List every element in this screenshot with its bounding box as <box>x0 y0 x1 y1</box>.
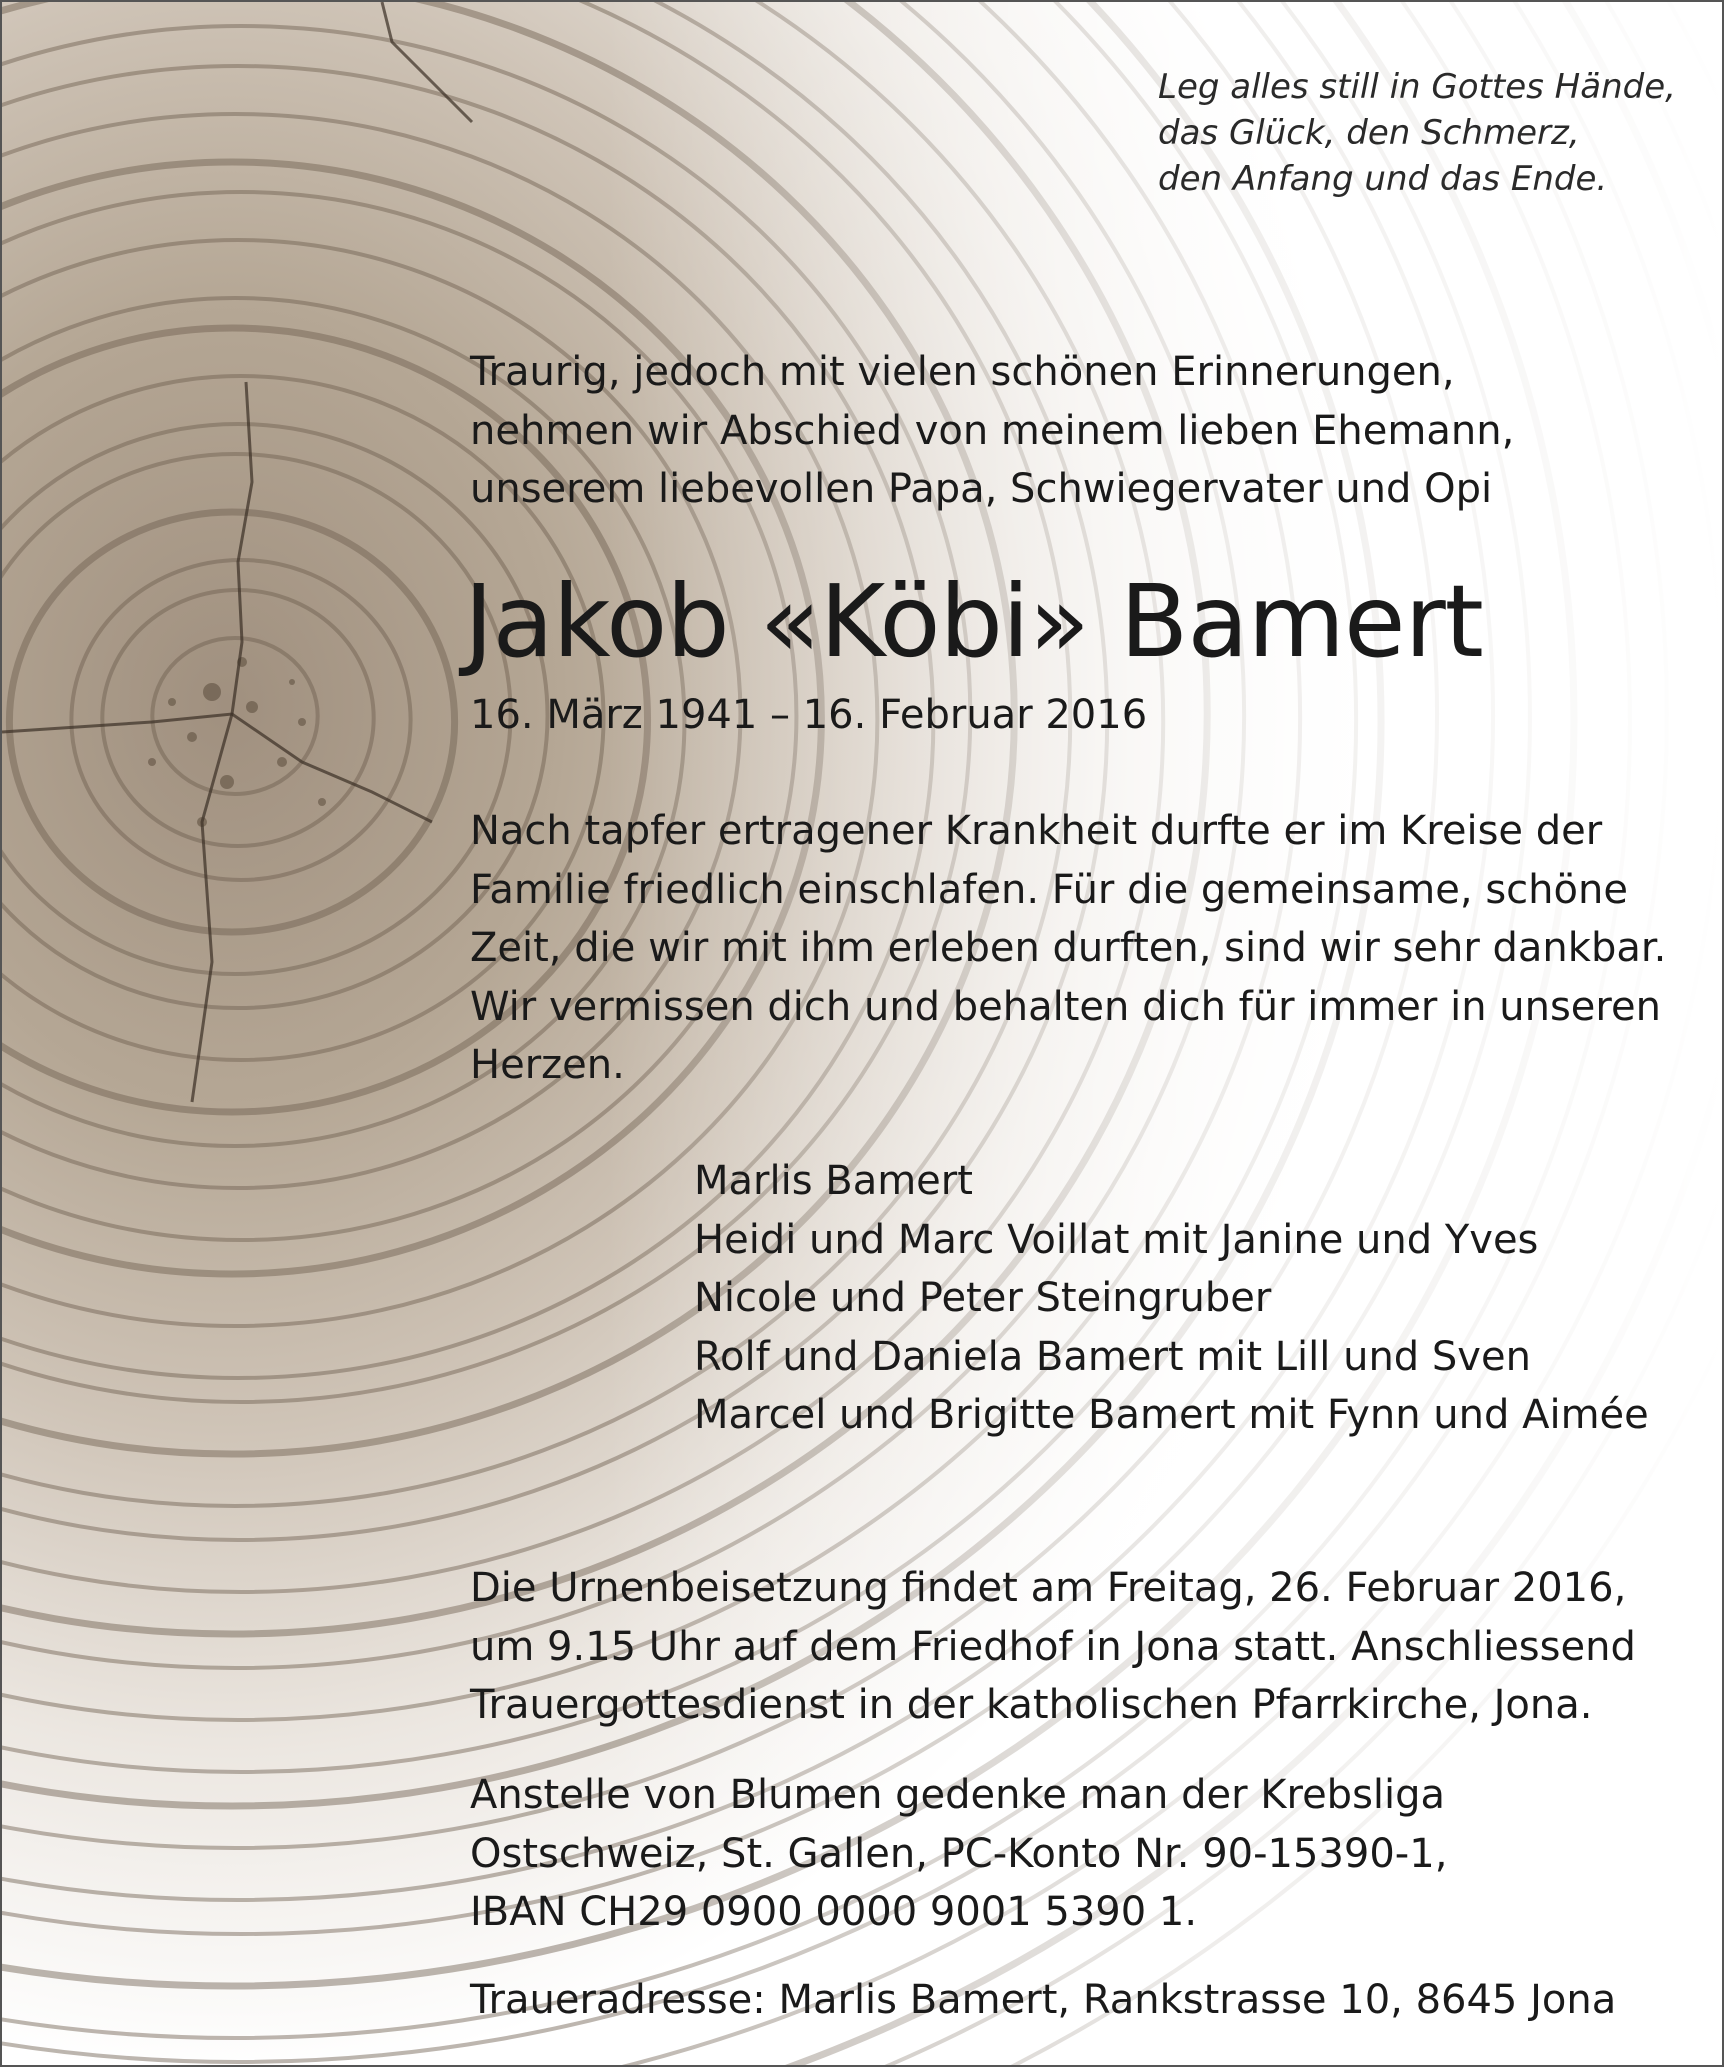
address-text: Traueradresse: Marlis Bamert, Rankstrasse 10, 8645 Jona <box>470 1977 1617 2023</box>
family-member: Marcel und Brigitte Bamert mit Fynn und Aimée <box>694 1392 1649 1438</box>
donation-info <box>470 1766 1447 1942</box>
message-line: Herzen. <box>470 1042 625 1088</box>
intro-line: nehmen wir Abschied von meinem lieben Ehemann, <box>470 407 1515 454</box>
funeral-service-info <box>470 1559 1636 1735</box>
message-line: Nach tapfer ertragener Krankheit durfte er im Kreise der <box>470 808 1603 854</box>
family-member: Rolf und Daniela Bamert mit Lill und Sven <box>694 1333 1531 1380</box>
donation-line: IBAN CH29 0900 0000 9001 5390 1. <box>470 1889 1198 1935</box>
life-dates <box>470 686 1147 745</box>
message-line: Familie friedlich einschlafen. Für die gemeinsame, schöne <box>470 866 1628 913</box>
deceased-name: Jakob «Köbi» Bamert <box>464 563 1483 680</box>
donation-line: Anstelle von Blumen gedenke man der Krebsliga <box>470 1772 1446 1818</box>
family-member: Marlis Bamert <box>694 1158 973 1204</box>
motto-verse <box>1158 64 1676 202</box>
service-line: um 9.15 Uhr auf dem Friedhof in Jona statt. Anschliessend <box>470 1623 1636 1670</box>
message-line: Wir vermissen dich und behalten dich für immer in unseren <box>470 983 1661 1030</box>
service-line: Trauergottesdienst in der katholischen Pfarrkirche, Jona. <box>470 1682 1593 1728</box>
donation-line: Ostschweiz, St. Gallen, PC-Konto Nr. 90-15390-1, <box>470 1830 1448 1877</box>
motto-line: Leg alles still in Gottes Hände, <box>1158 67 1676 107</box>
farewell-message <box>470 802 1666 1095</box>
mourning-family-list <box>694 1152 1649 1445</box>
family-member: Heidi und Marc Voillat mit Janine und Yves <box>694 1216 1539 1263</box>
intro-paragraph <box>470 343 1514 519</box>
mourning-address <box>470 1971 1616 2030</box>
message-line: Zeit, die wir mit ihm erleben durften, sind wir sehr dankbar. <box>470 925 1667 971</box>
intro-line: Traurig, jedoch mit vielen schönen Erinnerungen, <box>470 349 1455 395</box>
motto-line: das Glück, den Schmerz, <box>1158 113 1580 153</box>
intro-line: unserem liebevollen Papa, Schwiegervater und Opi <box>470 466 1493 512</box>
motto-line: den Anfang und das Ende. <box>1158 159 1608 199</box>
service-line: Die Urnenbeisetzung findet am Freitag, 26. Februar 2016, <box>470 1565 1627 1611</box>
life-dates-text: 16. März 1941 – 16. Februar 2016 <box>470 692 1148 738</box>
family-member: Nicole und Peter Steingruber <box>694 1275 1272 1321</box>
